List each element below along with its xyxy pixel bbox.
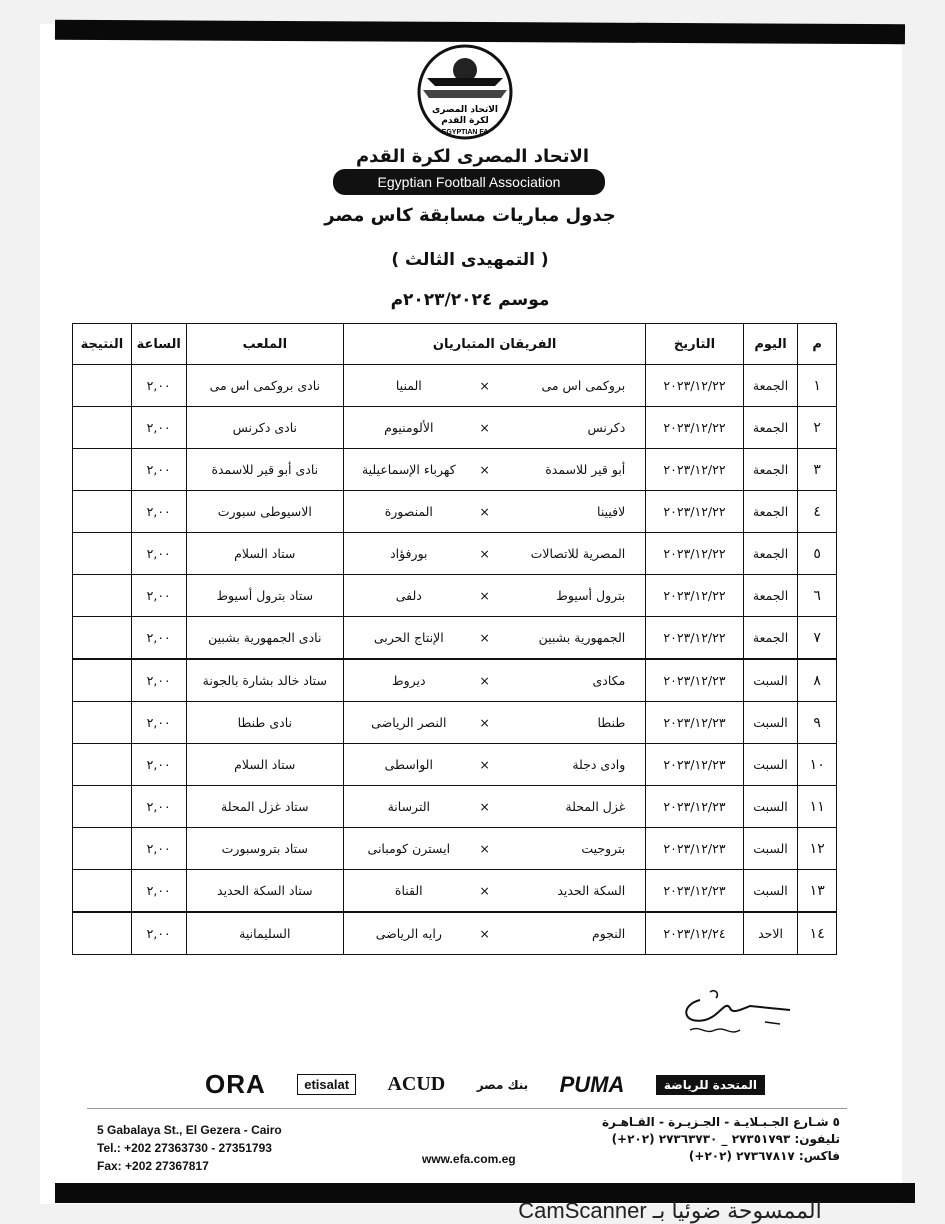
cell-day: الاحد <box>743 912 798 955</box>
sponsors-bar <box>205 1062 765 1107</box>
table-row <box>73 912 837 955</box>
cell-date: ٢٠٢٣/١٢/٢٣ <box>646 828 743 870</box>
cell-teams <box>343 659 645 702</box>
table-row <box>73 449 837 491</box>
table-row <box>73 786 837 828</box>
cell-teams <box>343 912 645 955</box>
table-row <box>73 659 837 702</box>
versus-mark: × <box>479 378 490 393</box>
cell-teams <box>343 449 645 491</box>
table-row <box>73 491 837 533</box>
cell-no: ١١ <box>798 786 837 828</box>
cell-result <box>73 828 132 870</box>
cell-teams <box>343 870 645 913</box>
table-row <box>73 744 837 786</box>
cell-result <box>73 617 132 660</box>
versus-mark: × <box>479 588 490 603</box>
cell-no: ٧ <box>798 617 837 660</box>
home-team: بترول أسيوط <box>556 588 626 603</box>
cell-day: الجمعة <box>743 533 798 575</box>
away-team: رايه الرياضى <box>375 926 442 941</box>
cell-result <box>73 449 132 491</box>
address-ar-tel: تليفون: ٢٧٣٥١٧٩٣ _ ٢٧٣٦٣٧٣٠ (٢٠٢+) <box>611 1132 840 1146</box>
cell-no: ٩ <box>798 702 837 744</box>
cell-venue: ستاد بترول أسيوط <box>186 575 343 617</box>
logo-text-1: الاتحاد المصرى <box>432 105 498 115</box>
home-team: لافيينا <box>597 504 626 519</box>
cell-venue: نادى بروكمى اس مى <box>186 365 343 407</box>
cell-time: ٢,٠٠ <box>131 870 186 913</box>
cell-day: السبت <box>743 828 798 870</box>
away-team: المنصورة <box>384 504 433 519</box>
cell-date: ٢٠٢٣/١٢/٢٣ <box>646 870 743 913</box>
cell-date: ٢٠٢٣/١٢/٢٢ <box>646 365 743 407</box>
cell-date: ٢٠٢٣/١٢/٢٣ <box>646 744 743 786</box>
cell-result <box>73 786 132 828</box>
signature <box>670 980 800 1050</box>
round-subtitle: ( التمهيدى الثالث ) <box>391 250 549 270</box>
away-team: النصر الرياضى <box>371 715 447 730</box>
cell-result <box>73 575 132 617</box>
table-row <box>73 617 837 660</box>
home-team: السكة الحديد <box>557 883 626 898</box>
cell-no: ٣ <box>798 449 837 491</box>
header-date: التاريخ <box>646 324 743 365</box>
website-link: www.efa.com.eg <box>422 1152 516 1166</box>
cell-venue: نادى أبو قير للاسمدة <box>186 449 343 491</box>
header-no: م <box>798 324 837 365</box>
cell-result <box>73 491 132 533</box>
cell-time: ٢,٠٠ <box>131 491 186 533</box>
cell-result <box>73 365 132 407</box>
versus-mark: × <box>479 883 490 898</box>
cell-result <box>73 702 132 744</box>
cell-day: السبت <box>743 659 798 702</box>
cell-day: الجمعة <box>743 365 798 407</box>
versus-mark: × <box>479 546 490 561</box>
cell-no: ٢ <box>798 407 837 449</box>
address-english <box>97 1121 282 1175</box>
header-teams: الفريقان المتباريان <box>343 324 645 365</box>
cell-time: ٢,٠٠ <box>131 702 186 744</box>
versus-mark: × <box>479 799 490 814</box>
cell-venue: ستاد خالد بشارة بالجونة <box>186 659 343 702</box>
away-team: ديروط <box>392 673 426 688</box>
cell-no: ١٢ <box>798 828 837 870</box>
cell-time: ٢,٠٠ <box>131 828 186 870</box>
table-row <box>73 575 837 617</box>
cell-no: ٥ <box>798 533 837 575</box>
cell-date: ٢٠٢٣/١٢/٢٢ <box>646 407 743 449</box>
address-en-tel: Tel.: +202 27363730 - 27351793 <box>97 1141 272 1155</box>
home-team: وادى دجلة <box>572 757 626 772</box>
cell-date: ٢٠٢٣/١٢/٢٤ <box>646 912 743 955</box>
away-team: الترسانة <box>387 799 430 814</box>
cell-day: السبت <box>743 786 798 828</box>
cell-venue: ستاد السلام <box>186 744 343 786</box>
table-header-row <box>73 324 837 365</box>
cell-no: ١٤ <box>798 912 837 955</box>
cell-date: ٢٠٢٣/١٢/٢٣ <box>646 702 743 744</box>
home-team: بروكمى اس مى <box>541 378 626 393</box>
cell-time: ٢,٠٠ <box>131 912 186 955</box>
address-en-fax: Fax: +202 27367817 <box>97 1159 209 1173</box>
efa-logo <box>415 42 515 142</box>
cell-result <box>73 870 132 913</box>
away-team: المنيا <box>395 378 422 393</box>
sponsor-puma-logo: PUMA <box>559 1071 625 1097</box>
cell-venue: نادى طنطا <box>186 702 343 744</box>
cell-date: ٢٠٢٣/١٢/٢٢ <box>646 617 743 660</box>
table-row <box>73 407 837 449</box>
away-team: الواسطى <box>384 757 433 772</box>
cell-teams <box>343 786 645 828</box>
cell-date: ٢٠٢٣/١٢/٢٢ <box>646 449 743 491</box>
cell-result <box>73 659 132 702</box>
camscanner-watermark: الممسوحة ضوئيا بـ CamScanner <box>518 1198 822 1223</box>
away-team: بورفؤاد <box>390 546 428 561</box>
header-venue: الملعب <box>186 324 343 365</box>
table-row <box>73 870 837 913</box>
header-day: اليوم <box>743 324 798 365</box>
cell-day: الجمعة <box>743 449 798 491</box>
versus-mark: × <box>479 462 490 477</box>
home-team: بتروجيت <box>581 841 626 856</box>
home-team: أبو قير للاسمدة <box>545 462 626 477</box>
cell-venue: نادى الجمهورية بشبين <box>186 617 343 660</box>
cell-date: ٢٠٢٣/١٢/٢٢ <box>646 575 743 617</box>
cell-result <box>73 912 132 955</box>
versus-mark: × <box>479 715 490 730</box>
logo-text-3: EGYPTIAN FA <box>441 129 489 136</box>
cell-day: السبت <box>743 702 798 744</box>
cell-time: ٢,٠٠ <box>131 786 186 828</box>
cell-no: ٦ <box>798 575 837 617</box>
cell-teams <box>343 702 645 744</box>
cell-no: ١ <box>798 365 837 407</box>
table-row <box>73 828 837 870</box>
versus-mark: × <box>479 841 490 856</box>
away-team: الإنتاج الحربى <box>373 630 444 645</box>
org-name-arabic: الاتحاد المصرى لكرة القدم <box>355 146 590 167</box>
footer-divider <box>87 1108 847 1109</box>
org-name-english: Egyptian Football Association <box>333 169 605 195</box>
cell-time: ٢,٠٠ <box>131 617 186 660</box>
away-team: دلفى <box>395 588 422 603</box>
versus-mark: × <box>479 926 490 941</box>
cell-venue: الاسيوطى سبورت <box>186 491 343 533</box>
away-team: الألومنيوم <box>384 420 434 435</box>
cell-teams <box>343 617 645 660</box>
cell-day: الجمعة <box>743 575 798 617</box>
sponsor-etisalat-logo: etisalat <box>297 1074 356 1095</box>
cell-teams <box>343 491 645 533</box>
cell-result <box>73 533 132 575</box>
sponsor-united-sports-logo: المتحدة للرياضة <box>656 1075 765 1095</box>
cell-result <box>73 407 132 449</box>
fixtures-table <box>72 323 837 955</box>
cell-result <box>73 744 132 786</box>
cell-teams <box>343 575 645 617</box>
address-en-street: 5 Gabalaya St., El Gezera - Cairo <box>97 1123 282 1137</box>
cell-teams <box>343 533 645 575</box>
season-label: موسم ٢٠٢٣/٢٠٢٤م <box>390 290 550 310</box>
cell-time: ٢,٠٠ <box>131 365 186 407</box>
cell-no: ١٠ <box>798 744 837 786</box>
cell-teams <box>343 365 645 407</box>
cell-venue: السليمانية <box>186 912 343 955</box>
home-team: طنطا <box>597 715 626 730</box>
cell-venue: ستاد السكة الحديد <box>186 870 343 913</box>
header-result: النتيجة <box>73 324 132 365</box>
cell-day: الجمعة <box>743 491 798 533</box>
table-row <box>73 702 837 744</box>
cell-day: السبت <box>743 870 798 913</box>
header-time: الساعة <box>131 324 186 365</box>
sponsor-ora-logo: ORA <box>205 1069 266 1099</box>
table-row <box>73 365 837 407</box>
sponsor-acud-logo: ACUD <box>387 1073 446 1095</box>
cell-time: ٢,٠٠ <box>131 449 186 491</box>
away-team: كهرباء الإسماعيلية <box>361 462 456 477</box>
versus-mark: × <box>479 504 490 519</box>
away-team: القناة <box>394 883 423 898</box>
cell-day: الجمعة <box>743 407 798 449</box>
address-ar-fax: فاكس: ٢٧٣٦٧٨١٧ (٢٠٢+) <box>688 1149 840 1163</box>
cell-day: الجمعة <box>743 617 798 660</box>
away-team: ايسترن كومبانى <box>367 841 451 856</box>
table-row <box>73 533 837 575</box>
cell-date: ٢٠٢٣/١٢/٢٣ <box>646 786 743 828</box>
cell-venue: ستاد السلام <box>186 533 343 575</box>
cell-day: السبت <box>743 744 798 786</box>
cell-no: ١٣ <box>798 870 837 913</box>
sponsor-banque-misr-logo: بنك مصر <box>476 1077 529 1092</box>
home-team: غزل المحلة <box>565 799 626 814</box>
versus-mark: × <box>479 757 490 772</box>
cell-venue: ستاد غزل المحلة <box>186 786 343 828</box>
cell-teams <box>343 744 645 786</box>
cell-date: ٢٠٢٣/١٢/٢٢ <box>646 533 743 575</box>
cell-no: ٤ <box>798 491 837 533</box>
cell-no: ٨ <box>798 659 837 702</box>
versus-mark: × <box>479 630 490 645</box>
cell-venue: ستاد بتروسبورت <box>186 828 343 870</box>
home-team: الجمهورية بشبين <box>538 630 626 645</box>
cell-time: ٢,٠٠ <box>131 575 186 617</box>
home-team: مكادى <box>592 673 626 688</box>
cell-time: ٢,٠٠ <box>131 407 186 449</box>
home-team: دكرنس <box>587 420 626 435</box>
cell-date: ٢٠٢٣/١٢/٢٣ <box>646 659 743 702</box>
address-ar-street: ٥ شـارع الجـبـلايـة - الجـزيـرة - القـاهـرة <box>601 1115 840 1129</box>
home-team: النجوم <box>591 926 626 941</box>
cell-teams <box>343 828 645 870</box>
page-title: جدول مباريات مسابقة كاس مصر <box>324 205 616 226</box>
versus-mark: × <box>479 673 490 688</box>
versus-mark: × <box>479 420 490 435</box>
cell-date: ٢٠٢٣/١٢/٢٢ <box>646 491 743 533</box>
cell-teams <box>343 407 645 449</box>
cell-time: ٢,٠٠ <box>131 744 186 786</box>
home-team: المصرية للاتصالات <box>530 546 626 561</box>
logo-text-2: لكرة القدم <box>441 116 489 126</box>
address-arabic <box>590 1114 840 1165</box>
cell-time: ٢,٠٠ <box>131 533 186 575</box>
cell-venue: نادى دكرنس <box>186 407 343 449</box>
cell-time: ٢,٠٠ <box>131 659 186 702</box>
